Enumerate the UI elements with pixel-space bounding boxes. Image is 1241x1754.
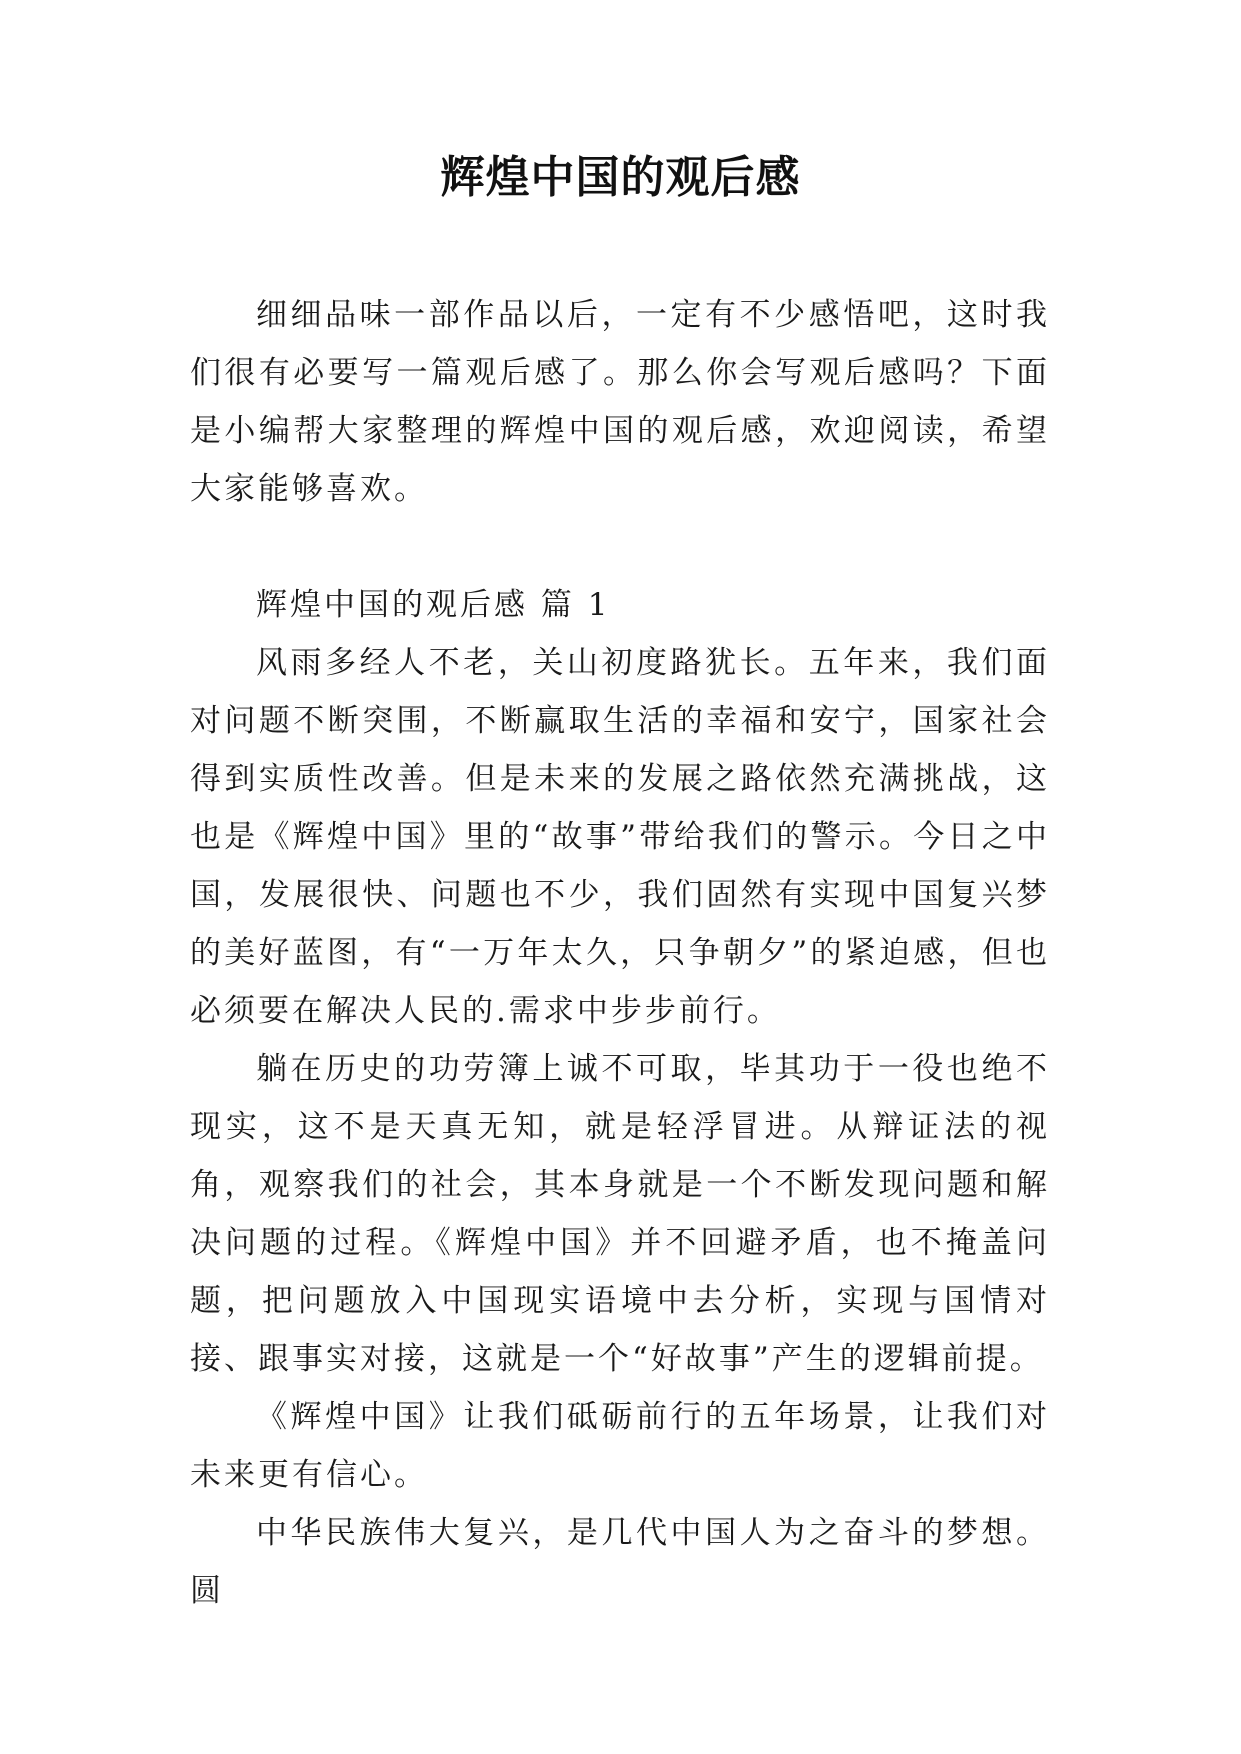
- document-body: [190, 286, 1050, 1620]
- document-title: 辉煌中国的观后感: [440, 152, 801, 203]
- body-paragraph-3: 《辉煌中国》让我们砥砺前行的五年场景，让我们对未来更有信心。: [190, 1399, 1050, 1493]
- intro-paragraph: 细细品味一部作品以后，一定有不少感悟吧，这时我们很有必要写一篇观后感了。那么你会写观后感吗？下面是小编帮大家整理的辉煌中国的观后感，欢迎阅读，希望大家能够喜欢。: [190, 297, 1050, 507]
- section-heading: 辉煌中国的观后感 篇 1: [256, 587, 611, 623]
- body-paragraph-4: 中华民族伟大复兴，是几代中国人为之奋斗的梦想。圆: [190, 1515, 1050, 1609]
- paragraph-spacer: [190, 518, 1050, 576]
- body-paragraph-2: 躺在历史的功劳簿上诚不可取，毕其功于一役也绝不现实，这不是天真无知，就是轻浮冒进。从辩证法的视角，观察我们的社会，其本身就是一个不断发现问题和解决问题的过程。《辉煌中国》并不回避矛盾，也不掩盖问题，把问题放入中国现实语境中去分析，实现与国情对接、跟事实对接，这就是一个“好故事”产生的逻辑前提。: [190, 1051, 1050, 1377]
- body-paragraph-1: 风雨多经人不老，关山初度路犹长。五年来，我们面对问题不断突围，不断赢取生活的幸福和安宁，国家社会得到实质性改善。但是未来的发展之路依然充满挑战，这也是《辉煌中国》里的“故事”带给我们的警示。今日之中国，发展很快、问题也不少，我们固然有实现中国复兴梦的美好蓝图，有“一万年太久，只争朝夕”的紧迫感，但也必须要在解决人民的.需求中步步前行。: [190, 645, 1050, 1029]
